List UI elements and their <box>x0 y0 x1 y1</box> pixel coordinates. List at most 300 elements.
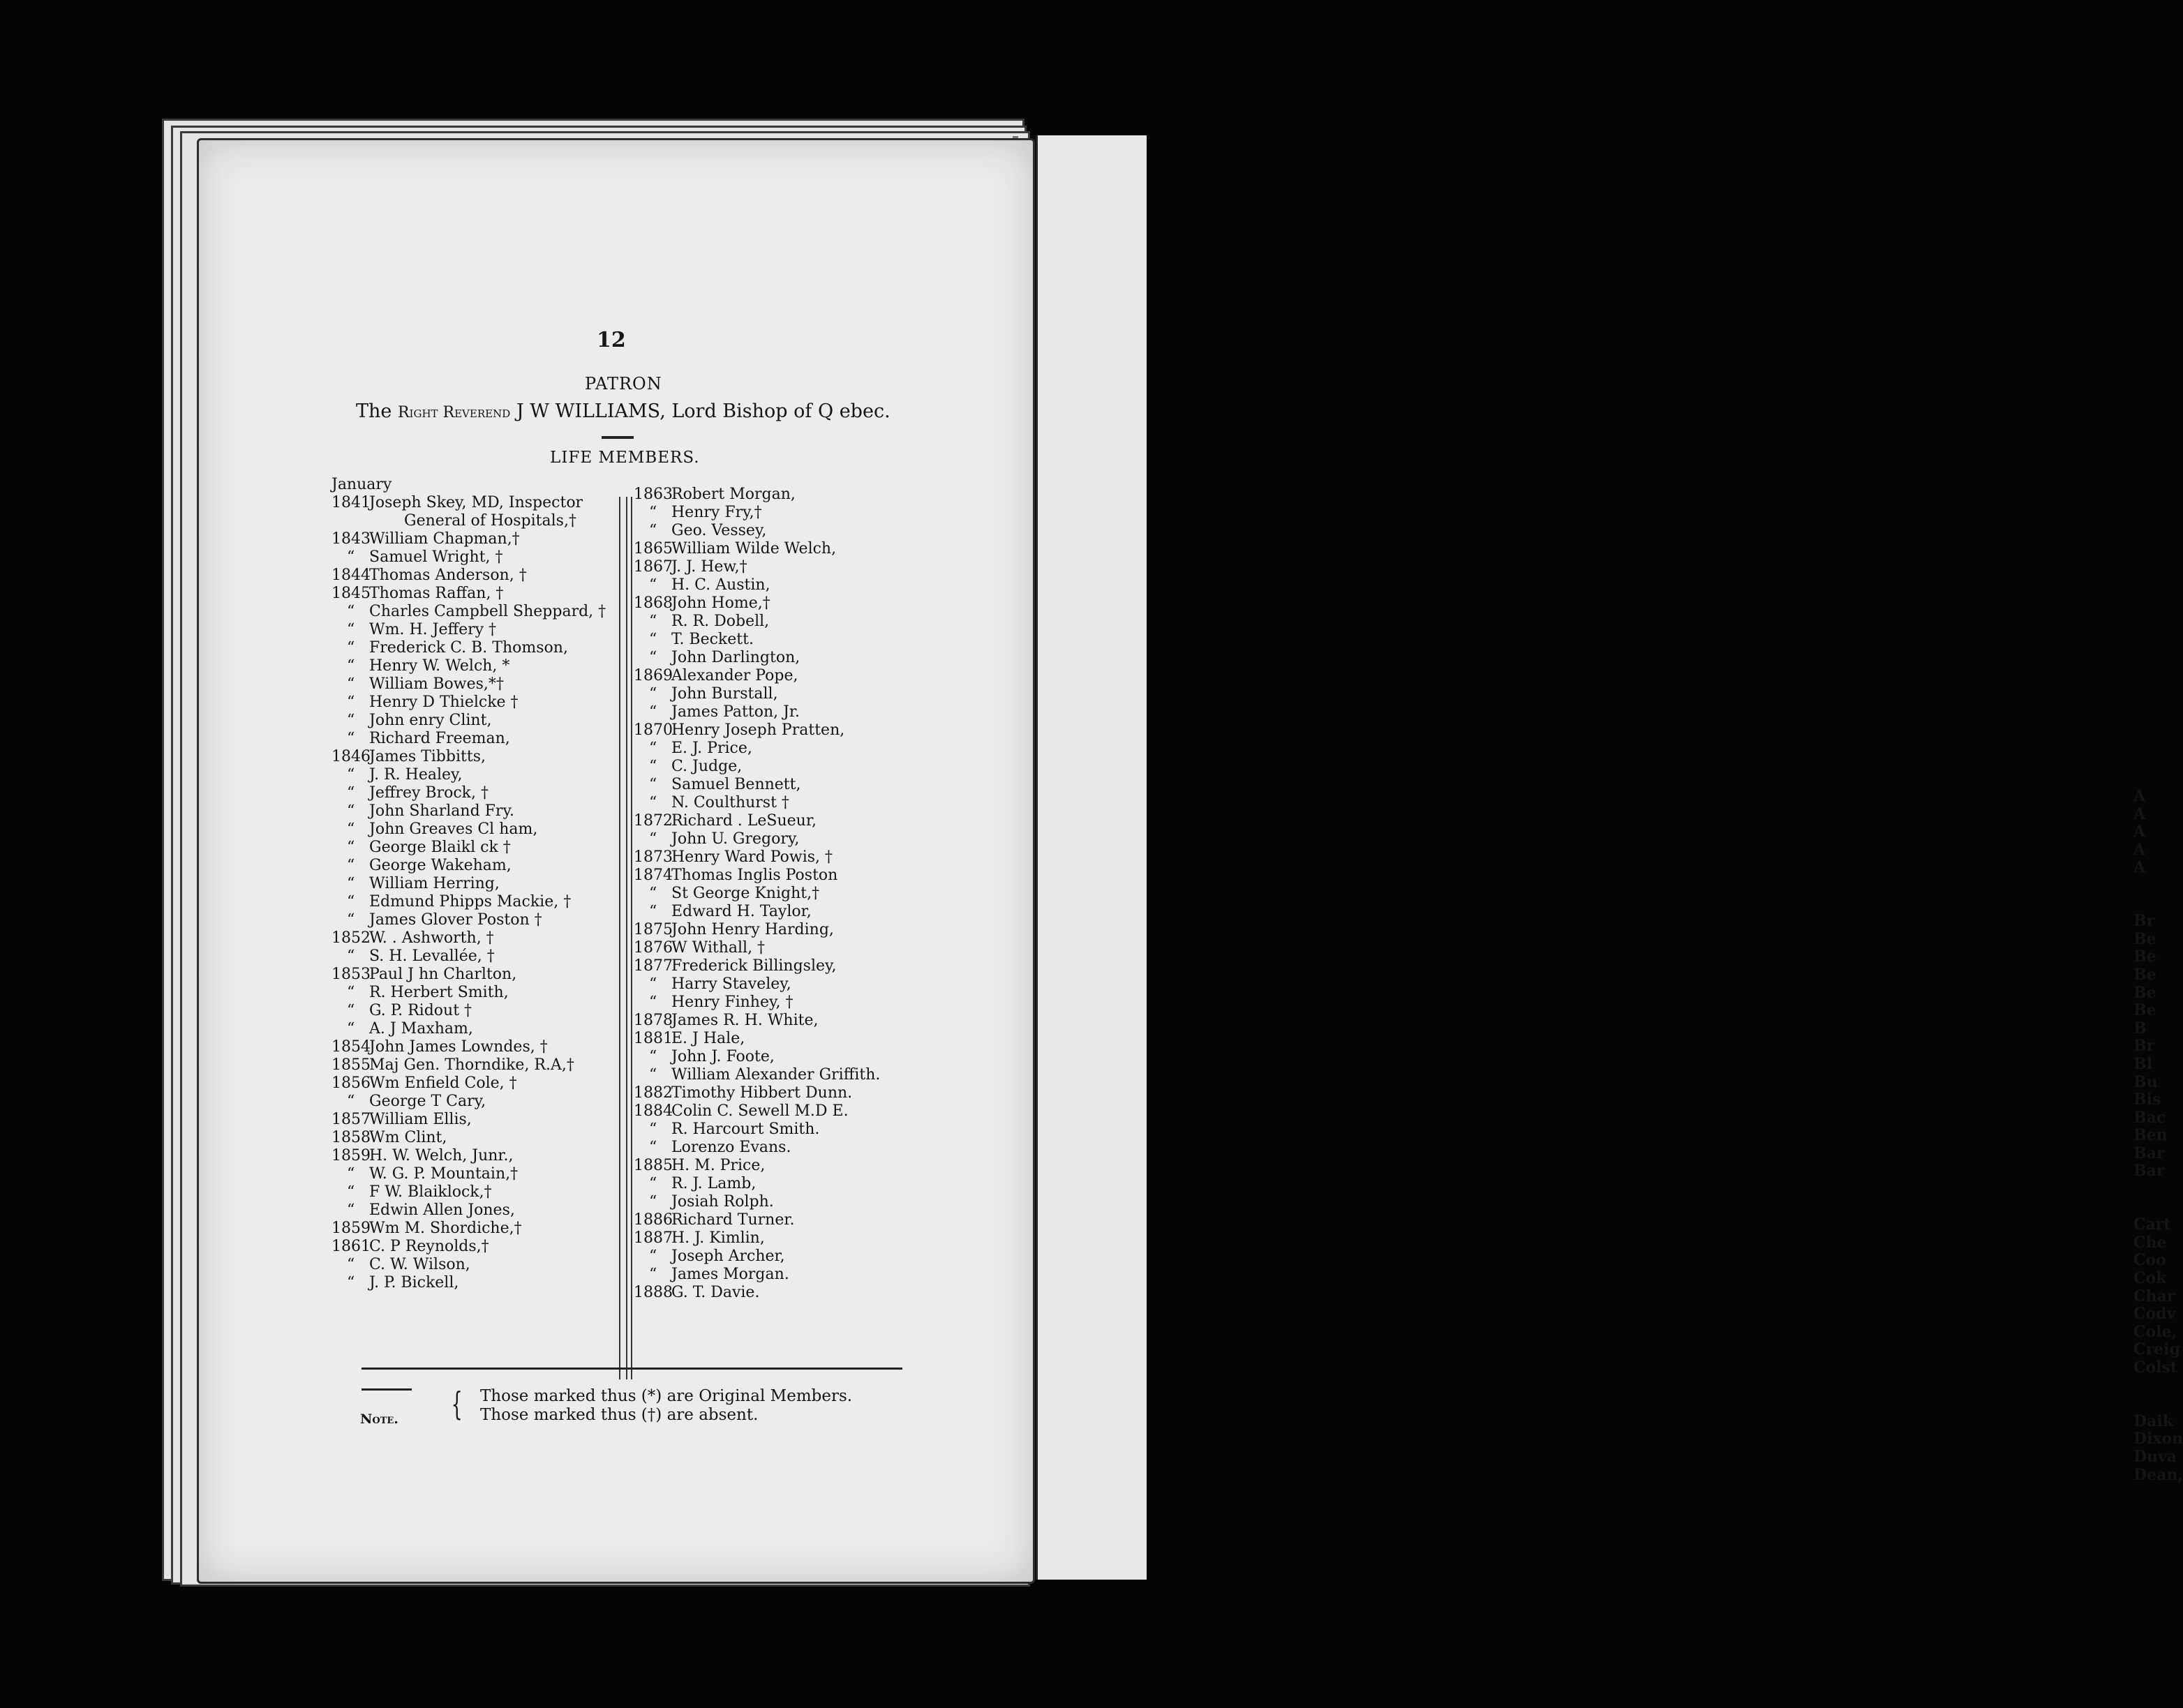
member-year: 1841 <box>331 494 371 511</box>
facing-page-fragment: Dean, <box>2133 1465 2183 1484</box>
member-row <box>331 730 625 748</box>
facing-page-fragment: Be <box>2133 1001 2156 1020</box>
member-row <box>331 585 625 603</box>
member-name: John J. Foote, <box>671 1048 775 1065</box>
member-year: “ <box>649 631 657 648</box>
member-year: “ <box>649 885 657 902</box>
facing-page-fragment: Codv <box>2133 1305 2176 1324</box>
member-year: “ <box>649 994 657 1011</box>
member-year: 1867 <box>634 558 673 576</box>
member-name: William Alexander Griffith. <box>671 1066 881 1084</box>
member-row <box>331 802 625 821</box>
member-year: January <box>331 476 392 493</box>
member-row <box>634 794 927 812</box>
facing-page-fragment: Br <box>2133 912 2155 931</box>
member-year: “ <box>347 875 355 892</box>
member-row <box>331 893 625 911</box>
member-name: Wm M. Shordiche,† <box>369 1220 522 1237</box>
member-row <box>634 576 927 594</box>
member-year: “ <box>347 675 355 693</box>
member-row <box>331 476 625 494</box>
page-number: 12 <box>597 328 626 352</box>
member-name: John Home,† <box>671 594 770 612</box>
member-name: R. R. Dobell, <box>671 613 770 630</box>
member-row <box>634 994 927 1012</box>
member-name: John Burstall, <box>671 685 778 703</box>
member-row <box>331 494 625 512</box>
member-name: Henry Fry,† <box>671 504 762 521</box>
member-year: “ <box>649 576 657 594</box>
member-row <box>634 1193 927 1211</box>
member-name: W Withall, † <box>671 939 766 957</box>
member-year: 1861 <box>331 1238 371 1255</box>
member-row <box>634 1084 927 1102</box>
facing-page-fragment: Br <box>2133 1037 2155 1056</box>
facing-page-fragment <box>2133 877 2183 895</box>
member-year: 1863 <box>634 486 673 503</box>
member-row <box>331 567 625 585</box>
member-year: 1868 <box>634 594 673 612</box>
member-row <box>331 512 625 530</box>
member-row <box>331 530 625 548</box>
member-name: Colin C. Sewell M.D E. <box>671 1102 849 1120</box>
member-year: “ <box>347 784 355 802</box>
member-row <box>331 1183 625 1201</box>
facing-page-fragment <box>2133 1377 2183 1395</box>
member-row <box>331 1220 625 1238</box>
member-name: James Tibbitts, <box>369 748 486 765</box>
facing-page-fragment: Be <box>2133 983 2156 1002</box>
member-name: Maj Gen. Thorndike, R.A,† <box>369 1056 574 1074</box>
member-row <box>634 939 927 957</box>
member-year: 1843 <box>331 530 371 548</box>
member-name: John Sharland Fry. <box>369 802 514 820</box>
member-name: Frederick Billingsley, <box>671 957 837 975</box>
member-year: “ <box>649 504 657 521</box>
member-year: “ <box>347 548 355 566</box>
member-row <box>634 740 927 758</box>
member-year: “ <box>347 821 355 838</box>
member-name: Joseph Archer, <box>671 1248 785 1265</box>
life-members-heading: LIFE MEMBERS. <box>550 449 700 467</box>
facing-page-fragment <box>2133 1395 2183 1413</box>
member-year: “ <box>649 522 657 539</box>
member-name: Jeffrey Brock, † <box>369 784 489 802</box>
member-year: “ <box>649 1139 657 1156</box>
member-row <box>331 784 625 802</box>
member-year: “ <box>347 984 355 1001</box>
member-name: Robert Morgan, <box>671 486 796 503</box>
member-name: Geo. Vessey, <box>671 522 767 539</box>
member-year: “ <box>649 1121 657 1138</box>
member-row <box>331 1256 625 1274</box>
member-row <box>331 766 625 784</box>
member-row <box>634 1121 927 1139</box>
member-year: 1852 <box>331 929 371 947</box>
member-row <box>634 1157 927 1175</box>
member-row <box>331 1093 625 1111</box>
member-row <box>634 667 927 685</box>
member-year: “ <box>649 776 657 793</box>
facing-page-fragment: Coo <box>2133 1251 2166 1270</box>
member-name: J. J. Hew,† <box>671 558 747 576</box>
member-row <box>634 1175 927 1193</box>
member-year: “ <box>347 730 355 747</box>
member-row <box>331 929 625 947</box>
facing-page-fragment: Cart <box>2133 1215 2171 1234</box>
member-year: 1855 <box>331 1056 371 1074</box>
member-name: Edward H. Taylor, <box>671 903 812 920</box>
member-name: C. W. Wilson, <box>369 1256 470 1273</box>
member-row <box>634 721 927 740</box>
member-name: James Morgan. <box>671 1266 789 1283</box>
member-row <box>634 903 927 921</box>
facing-page-fragment: A <box>2133 858 2146 877</box>
member-row <box>331 966 625 984</box>
member-name: Henry Finhey, † <box>671 994 794 1011</box>
member-name: Paul J hn Charlton, <box>369 966 517 983</box>
member-year: “ <box>649 1266 657 1283</box>
member-year: “ <box>347 603 355 620</box>
member-name: H. J. Kimlin, <box>671 1229 765 1247</box>
member-year: “ <box>649 685 657 703</box>
member-year: 1877 <box>634 957 673 975</box>
member-name: Richard . LeSueur, <box>671 812 817 830</box>
member-year: “ <box>649 903 657 920</box>
member-year: “ <box>649 703 657 721</box>
member-row <box>634 522 927 540</box>
member-row <box>331 857 625 875</box>
member-name: Thomas Anderson, † <box>369 567 527 584</box>
member-year: 1857 <box>331 1111 371 1128</box>
member-name: Harry Staveley, <box>671 975 791 993</box>
member-name: William Ellis, <box>369 1111 472 1128</box>
member-row <box>634 867 927 885</box>
member-row <box>331 1020 625 1038</box>
member-year: 1845 <box>331 585 371 602</box>
facing-page-fragment: Be <box>2133 965 2156 984</box>
member-row <box>331 675 625 694</box>
facing-page-fragment: Bac <box>2133 1108 2166 1127</box>
member-year: “ <box>347 1256 355 1273</box>
member-name: Wm Clint, <box>369 1129 447 1146</box>
member-row <box>634 885 927 903</box>
left-member-column <box>331 476 625 1292</box>
member-year: 1859 <box>331 1147 371 1164</box>
member-year: “ <box>347 1274 355 1291</box>
member-year: 1846 <box>331 748 371 765</box>
member-name: W. G. P. Mountain,† <box>369 1165 519 1183</box>
member-name: Henry Ward Powis, † <box>671 848 833 866</box>
member-name: E. J. Price, <box>671 740 752 757</box>
member-name: Wm. H. Jeffery † <box>369 621 497 638</box>
patron-title: Right Reverend <box>397 404 511 421</box>
patron-heading: PATRON <box>585 374 662 394</box>
member-name: James Patton, Jr. <box>671 703 800 721</box>
member-row <box>331 1129 625 1147</box>
member-year: 1884 <box>634 1102 673 1120</box>
member-name: R. Herbert Smith, <box>369 984 509 1001</box>
member-row <box>331 1165 625 1183</box>
member-name: William Herring, <box>369 875 500 892</box>
facing-page-fragment: A <box>2133 787 2146 805</box>
member-year: “ <box>347 1183 355 1201</box>
facing-page-fragment: Ben <box>2133 1126 2168 1145</box>
member-name: A. J Maxham, <box>369 1020 473 1037</box>
member-year: “ <box>347 802 355 820</box>
member-year: “ <box>649 1248 657 1265</box>
member-row <box>331 1201 625 1220</box>
column-rule <box>631 497 632 1379</box>
member-name: William Bowes,*† <box>369 675 504 693</box>
member-year: “ <box>347 1002 355 1019</box>
member-name: James Glover Poston † <box>369 911 542 929</box>
member-name: George Wakeham, <box>369 857 512 874</box>
member-row <box>331 657 625 675</box>
member-name: G. P. Ridout † <box>369 1002 472 1019</box>
member-row <box>331 984 625 1002</box>
member-row <box>331 1111 625 1129</box>
member-year: “ <box>347 1020 355 1037</box>
member-name: William Wilde Welch, <box>671 540 837 557</box>
member-name: John Darlington, <box>671 649 800 666</box>
member-row <box>331 694 625 712</box>
facing-page-fragment: Be <box>2133 929 2156 948</box>
facing-page-fragment: Cok <box>2133 1269 2167 1288</box>
member-year: “ <box>347 712 355 729</box>
member-year: 1881 <box>634 1030 673 1047</box>
facing-page-fragment <box>2133 1199 2183 1217</box>
member-name: Timothy Hibbert Dunn. <box>671 1084 853 1102</box>
member-name: Henry D Thielcke † <box>369 694 519 711</box>
member-year: “ <box>347 857 355 874</box>
member-row <box>331 1274 625 1292</box>
member-year: 1874 <box>634 867 673 884</box>
facing-page-fragment: Bl <box>2133 1054 2152 1073</box>
member-name: N. Coulthurst † <box>671 794 789 811</box>
member-year: “ <box>649 975 657 993</box>
member-name: George Blaikl ck † <box>369 839 511 856</box>
member-row <box>331 1238 625 1256</box>
facing-page-fragment <box>2133 1181 2183 1199</box>
member-name: Frederick C. B. Thomson, <box>369 639 568 657</box>
patron-prefix: The <box>356 400 392 422</box>
member-year: “ <box>649 794 657 811</box>
member-row <box>331 603 625 621</box>
member-name: T. Beckett. <box>671 631 754 648</box>
member-row <box>634 558 927 576</box>
member-name: Samuel Wright, † <box>369 548 503 566</box>
member-row <box>634 1030 927 1048</box>
member-row <box>634 1048 927 1066</box>
member-name: F W. Blaiklock,† <box>369 1183 492 1201</box>
member-year: 1886 <box>634 1211 673 1229</box>
member-row <box>634 1229 927 1248</box>
member-name: John U. Gregory, <box>671 830 800 848</box>
member-name: General of Hospitals,† <box>404 512 576 530</box>
member-row <box>331 821 625 839</box>
member-row <box>634 1284 927 1302</box>
member-row <box>331 875 625 893</box>
member-name: Lorenzo Evans. <box>671 1139 791 1156</box>
member-year: 1856 <box>331 1074 371 1092</box>
member-year: 1854 <box>331 1038 371 1056</box>
member-year: “ <box>347 694 355 711</box>
member-name: Wm Enfield Cole, † <box>369 1074 517 1092</box>
member-row <box>634 649 927 667</box>
member-row <box>634 848 927 867</box>
member-row <box>634 776 927 794</box>
member-name: W. . Ashworth, † <box>369 929 494 947</box>
member-year: 1873 <box>634 848 673 866</box>
member-row <box>634 540 927 558</box>
member-row <box>634 1066 927 1084</box>
member-name: Edmund Phipps Mackie, † <box>369 893 572 911</box>
member-row <box>331 639 625 657</box>
facing-page <box>1036 135 2183 1580</box>
member-name: George T Cary, <box>369 1093 486 1110</box>
member-name: H. C. Austin, <box>671 576 770 594</box>
member-year: 1869 <box>634 667 673 684</box>
facing-page-fragment: Dixon <box>2133 1430 2183 1448</box>
member-name: Charles Campbell Sheppard, † <box>369 603 606 620</box>
facing-page-fragment: Cole, <box>2133 1322 2177 1341</box>
member-year: “ <box>347 621 355 638</box>
member-year: “ <box>347 1093 355 1110</box>
member-row <box>634 830 927 848</box>
member-name: E. J Hale, <box>671 1030 745 1047</box>
member-name: John Henry Harding, <box>671 921 834 938</box>
member-name: C. Judge, <box>671 758 743 775</box>
member-year: 1872 <box>634 812 673 830</box>
facing-page-fragment: Colst <box>2133 1358 2178 1377</box>
table-bottom-rule <box>362 1368 902 1370</box>
member-name: John Greaves Cl ham, <box>369 821 538 838</box>
facing-page-fragment: Bis <box>2133 1091 2161 1109</box>
member-year: 1887 <box>634 1229 673 1247</box>
member-name: Alexander Pope, <box>671 667 798 684</box>
member-row <box>634 921 927 939</box>
member-year: “ <box>347 1201 355 1219</box>
member-year: “ <box>649 1066 657 1084</box>
member-year: 1878 <box>634 1012 673 1029</box>
member-name: G. T. Davie. <box>671 1284 760 1301</box>
member-year: 1844 <box>331 567 371 584</box>
member-year: “ <box>347 839 355 856</box>
facing-page-fragment: A <box>2133 840 2146 859</box>
member-year: “ <box>347 657 355 675</box>
member-row <box>634 1266 927 1284</box>
member-year: “ <box>649 830 657 848</box>
member-row <box>331 548 625 567</box>
facing-page-fragment: A <box>2133 823 2146 841</box>
facing-page-fragment: Bar <box>2133 1162 2165 1181</box>
member-row <box>634 486 927 504</box>
member-year: “ <box>649 758 657 775</box>
facing-page-fragment: B <box>2133 1019 2147 1037</box>
member-name: J. P. Bickell, <box>369 1274 459 1291</box>
member-year: “ <box>649 649 657 666</box>
member-year: “ <box>649 1175 657 1192</box>
member-year: “ <box>347 893 355 911</box>
note-brace: { <box>451 1385 463 1423</box>
member-row <box>634 758 927 776</box>
member-row <box>634 1211 927 1229</box>
member-row <box>634 812 927 830</box>
member-year: 1888 <box>634 1284 673 1301</box>
member-year: “ <box>347 639 355 657</box>
member-row <box>331 1038 625 1056</box>
facing-page-fragment: Che <box>2133 1233 2167 1252</box>
member-name: Henry W. Welch, * <box>369 657 510 675</box>
member-name: S. H. Levallée, † <box>369 947 495 965</box>
member-row <box>331 712 625 730</box>
facing-page-fragment: Creig <box>2133 1340 2180 1359</box>
member-year: “ <box>347 947 355 965</box>
member-row <box>331 621 625 639</box>
member-name: R. J. Lamb, <box>671 1175 757 1192</box>
member-name: William Chapman,† <box>369 530 520 548</box>
facing-page-fragment: Bu <box>2133 1072 2158 1091</box>
facing-page-fragment: Daik <box>2133 1411 2173 1430</box>
member-year: 1876 <box>634 939 673 957</box>
facing-page-fragment: Duva <box>2133 1447 2177 1466</box>
member-name: H. M. Price, <box>671 1157 766 1174</box>
member-year: “ <box>347 911 355 929</box>
member-row <box>634 703 927 721</box>
member-row <box>634 613 927 631</box>
member-name: Richard Turner. <box>671 1211 795 1229</box>
member-year: “ <box>649 740 657 757</box>
member-name: Edwin Allen Jones, <box>369 1201 515 1219</box>
member-year: “ <box>347 766 355 784</box>
member-row <box>634 975 927 994</box>
right-member-column <box>634 486 927 1302</box>
note-line-absent: Those marked thus (†) are absent. <box>480 1406 759 1424</box>
member-name: Joseph Skey, MD, Inspector <box>369 494 583 511</box>
facing-page-fragment: A <box>2133 804 2146 823</box>
member-year: 1882 <box>634 1084 673 1102</box>
member-name: R. Harcourt Smith. <box>671 1121 820 1138</box>
member-year: 1865 <box>634 540 673 557</box>
member-row <box>331 839 625 857</box>
member-row <box>331 1074 625 1093</box>
note-rule <box>362 1388 412 1391</box>
member-name: John James Lowndes, † <box>369 1038 548 1056</box>
member-row <box>634 957 927 975</box>
section-divider <box>602 436 634 439</box>
member-name: James R. H. White, <box>671 1012 819 1029</box>
member-year: 1875 <box>634 921 673 938</box>
member-row <box>331 1056 625 1074</box>
member-year: 1870 <box>634 721 673 739</box>
member-row <box>634 1248 927 1266</box>
member-row <box>634 631 927 649</box>
facing-page-fragment: Char <box>2133 1287 2175 1305</box>
member-name: C. P Reynolds,† <box>369 1238 489 1255</box>
column-rule <box>626 497 627 1379</box>
facing-page-fragment <box>2133 895 2183 913</box>
member-year: 1859 <box>331 1220 371 1237</box>
patron-name: J W WILLIAMS, Lord Bishop of Q ebec. <box>516 400 891 422</box>
member-row <box>634 1012 927 1030</box>
member-year: “ <box>649 613 657 630</box>
member-row <box>634 594 927 613</box>
patron-line <box>356 400 891 422</box>
member-row <box>634 685 927 703</box>
member-name: Thomas Raffan, † <box>369 585 504 602</box>
member-row <box>331 947 625 966</box>
